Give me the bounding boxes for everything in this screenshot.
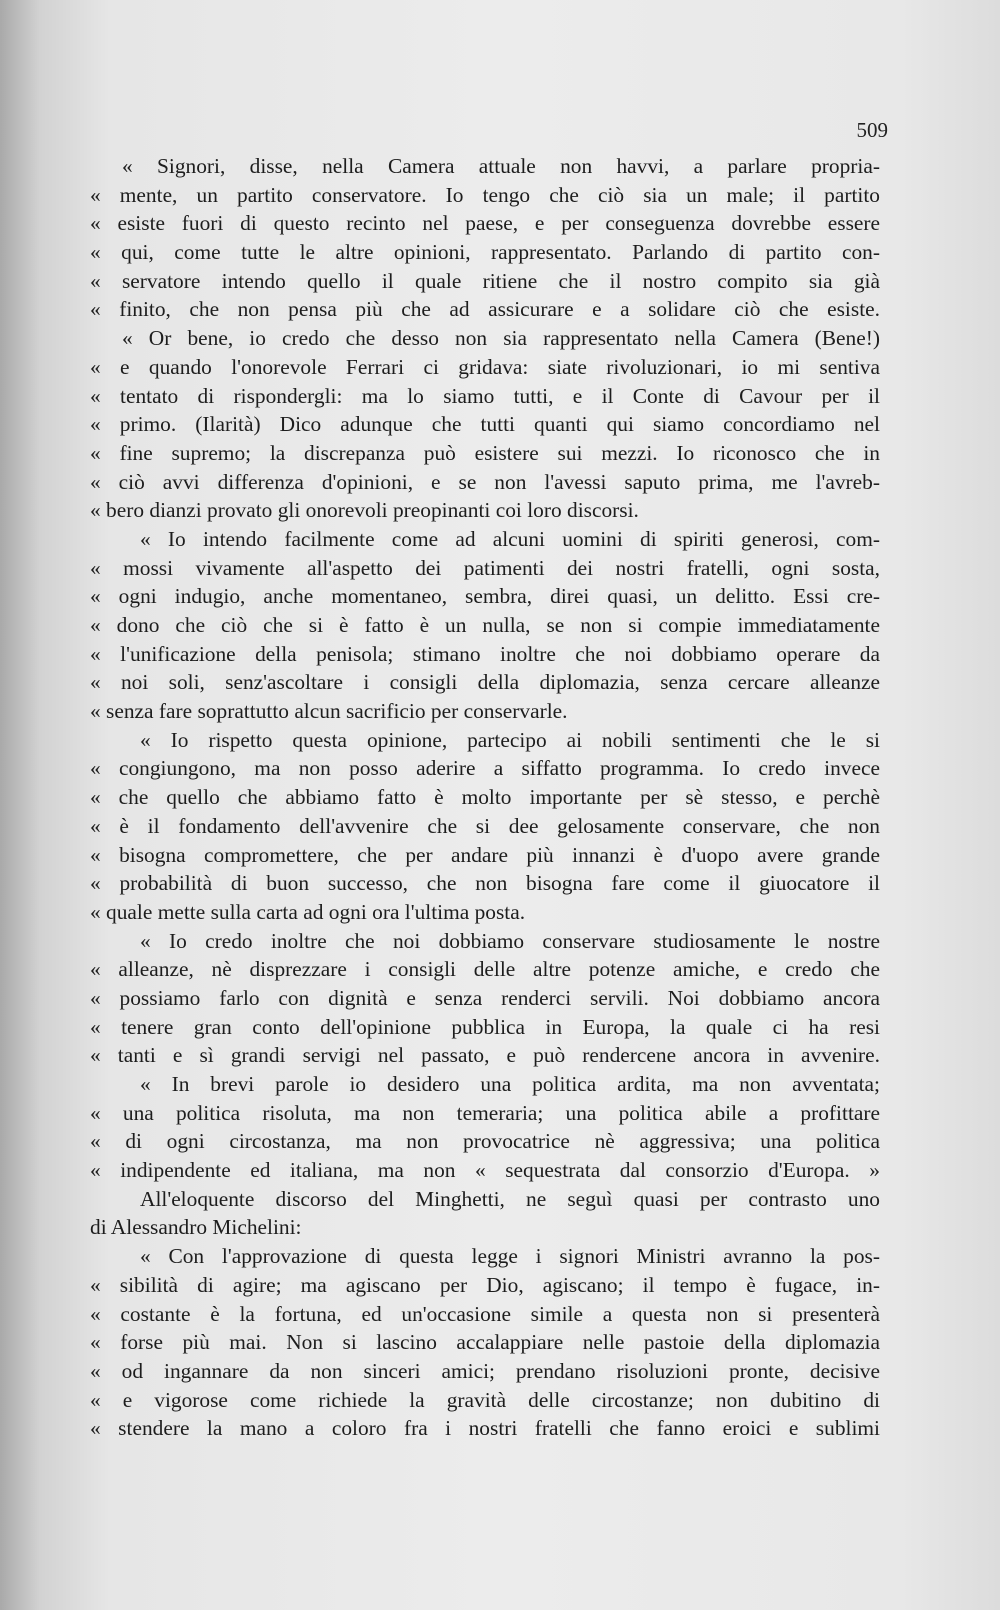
text-line: « finito, che non pensa più che ad assicurare e a solidare ciò che esiste. <box>90 297 880 322</box>
text-line: « od ingannare da non sinceri amici; prendano risoluzioni pronte, decisive <box>90 1358 880 1383</box>
text-line: « costante è la fortuna, ed un'occasione simile a questa non si presenterà <box>90 1301 880 1326</box>
text-line: « tenere gran conto dell'opinione pubblica in Europa, la quale ci ha resi <box>90 1014 880 1039</box>
text-line: « Io intendo facilmente come ad alcuni uomini di spiriti generosi, com- <box>140 526 880 551</box>
text-line: « tanti e sì grandi servigi nel passato, e può rendercene ancora in avvenire. <box>90 1043 880 1068</box>
text-line: « esiste fuori di questo recinto nel paese, e per conseguenza dovrebbe essere <box>90 211 880 236</box>
text-line: All'eloquente discorso del Minghetti, ne seguì quasi per contrasto uno <box>140 1186 880 1211</box>
text-line: « di ogni circostanza, ma non provocatrice nè aggressiva; una politica <box>90 1129 880 1154</box>
text-line: « alleanze, nè disprezzare i consigli delle altre potenze amiche, e credo che <box>90 957 880 982</box>
text-line: « è il fondamento dell'avvenire che si dee gelosamente conservare, che non <box>90 813 880 838</box>
text-line: « congiungono, ma non posso aderire a siffatto programma. Io credo invece <box>90 756 880 781</box>
text-line: « una politica risoluta, ma non temeraria; una politica abile a profittare <box>90 1100 880 1125</box>
text-line: « servatore intendo quello il quale ritiene che il nostro compito sia già <box>90 268 880 293</box>
text-line: « In brevi parole io desidero una politica ardita, ma non avventata; <box>140 1072 880 1096</box>
text-line: « ogni indugio, anche momentaneo, sembra, direi quasi, un delitto. Essi cre- <box>90 584 880 609</box>
text-line: « dono che ciò che si è fatto è un nulla, se non si compie immediatamente <box>90 613 880 637</box>
text-line: « forse più mai. Non si lascino accalappiare nelle pastoie della diplomazia <box>90 1330 880 1355</box>
text-line: « qui, come tutte le altre opinioni, rappresentato. Parlando di partito con- <box>90 240 880 265</box>
text-line: « e vigorose come richiede la gravità delle circostanze; non dubitino di <box>90 1387 880 1412</box>
text-line: « Con l'approvazione di questa legge i signori Ministri avranno la pos- <box>140 1244 880 1269</box>
text-line: « Or bene, io credo che desso non sia rappresentato nella Camera (Bene!) <box>122 326 880 351</box>
text-line: « fine supremo; la discrepanza può esistere sui mezzi. Io riconosco che in <box>90 440 880 465</box>
text-line: « ciò avvi differenza d'opinioni, e se non l'avessi saputo prima, me l'avreb- <box>90 469 880 494</box>
text-line: « tentato di rispondergli: ma lo siamo tutti, e il Conte di Cavour per il <box>90 383 880 408</box>
text-line: « stendere la mano a coloro fra i nostri fratelli che fanno eroici e sublimi <box>90 1416 880 1441</box>
body-text <box>90 152 880 1443</box>
text-line: « mente, un partito conservatore. Io tengo che ciò sia un male; il partito <box>90 182 880 207</box>
text-line: « bero dianzi provato gli onorevoli preopinanti coi loro discorsi. <box>90 498 639 523</box>
text-line: « e quando l'onorevole Ferrari ci gridava: siate rivoluzionari, io mi sentiva <box>90 354 880 379</box>
text-line: « Io credo inoltre che noi dobbiamo conservare studiosamente le nostre <box>140 928 880 953</box>
text-line: « indipendente ed italiana, ma non « sequestrata dal consorzio d'Europa. » <box>90 1158 880 1183</box>
text-line: « Io rispetto questa opinione, partecipo ai nobili sentimenti che le si <box>140 727 880 752</box>
text-line: « bisogna compromettere, che per andare più innanzi è d'uopo avere grande <box>90 842 880 867</box>
text-line: « sibilità di agire; ma agiscano per Dio, agiscano; il tempo è fugace, in- <box>90 1272 880 1297</box>
text-line: « possiamo farlo con dignità e senza renderci servili. Noi dobbiamo ancora <box>90 985 880 1010</box>
text-line: « che quello che abbiamo fatto è molto importante per sè stesso, e perchè <box>90 785 880 810</box>
text-line: « noi soli, senz'ascoltare i consigli della diplomazia, senza cercare alleanze <box>90 670 880 695</box>
text-line: di Alessandro Michelini: <box>90 1215 302 1240</box>
text-line: « mossi vivamente all'aspetto dei patimenti dei nostri fratelli, ogni sosta, <box>90 555 880 580</box>
text-line: « probabilità di buon successo, che non bisogna fare come il giuocatore il <box>90 871 880 896</box>
text-line: « l'unificazione della penisola; stimano inoltre che noi dobbiamo operare da <box>90 641 880 666</box>
page-number: 509 <box>856 118 888 142</box>
text-line: « quale mette sulla carta ad ogni ora l'ultima posta. <box>90 899 526 924</box>
text-line: « Signori, disse, nella Camera attuale non havvi, a parlare propria- <box>122 154 880 178</box>
text-line: « primo. (Ilarità) Dico adunque che tutti quanti qui siamo concordiamo nel <box>90 412 880 437</box>
text-line: « senza fare soprattutto alcun sacrificio per conservarle. <box>90 699 568 724</box>
